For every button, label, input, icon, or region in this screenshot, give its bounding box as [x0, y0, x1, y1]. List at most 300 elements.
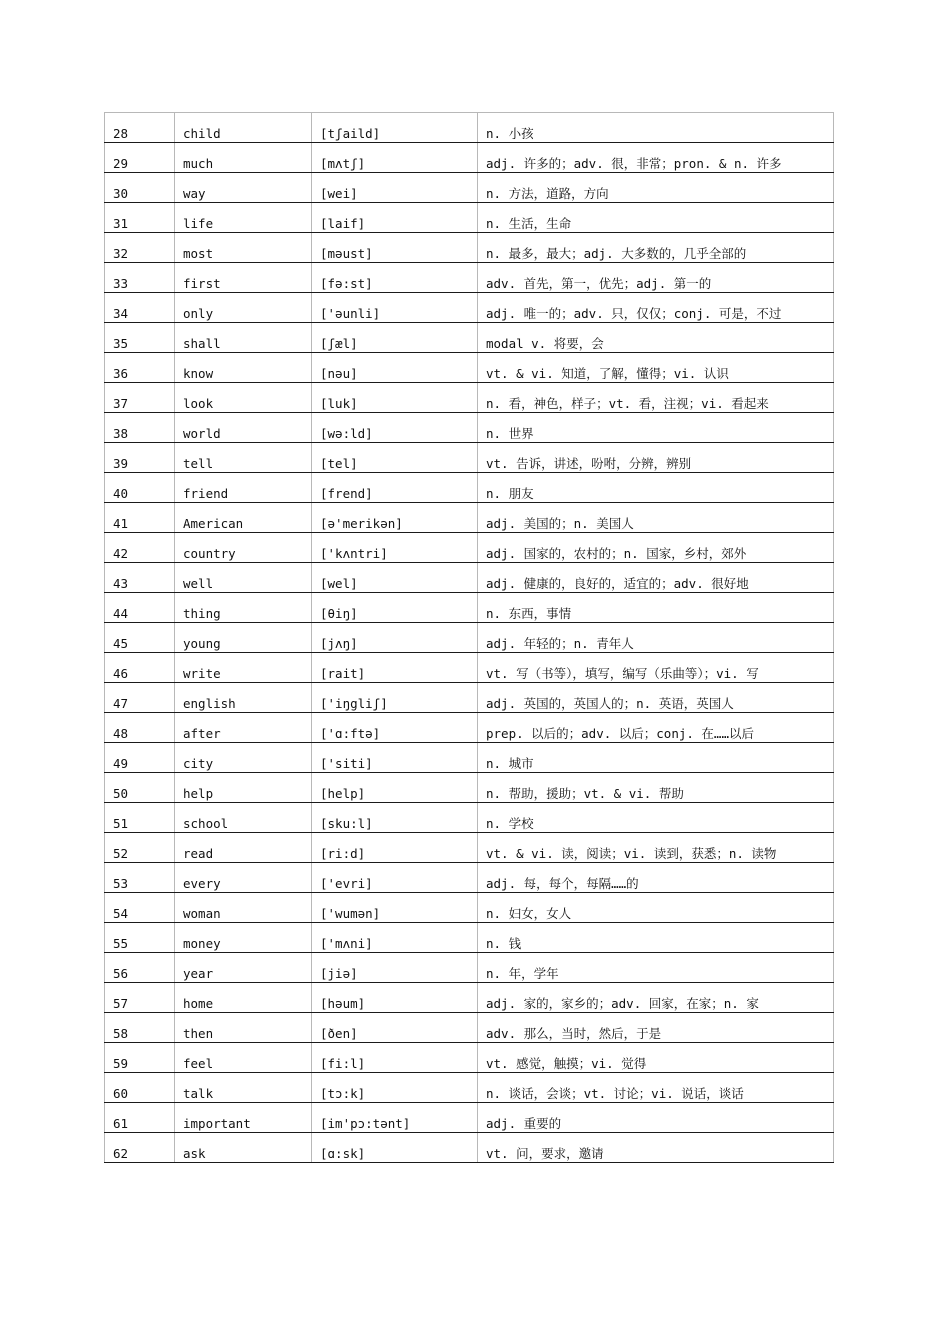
word-cell [175, 833, 312, 863]
meaning-cell [478, 263, 834, 293]
meaning-cell [478, 833, 834, 863]
entry-number-text: 37 [113, 396, 129, 411]
table-row [105, 893, 834, 923]
word-cell [175, 653, 312, 683]
pronunciation-cell [312, 173, 478, 203]
entry-number-cell [105, 413, 175, 443]
meaning-cell [478, 893, 834, 923]
pronunciation-text: ['wumən] [320, 906, 381, 921]
pronunciation-text: ['siti] [320, 756, 373, 771]
entry-number-cell [105, 623, 175, 653]
word-text: year [183, 966, 214, 981]
word-text: young [183, 636, 221, 651]
meaning-cell [478, 863, 834, 893]
meaning-text: vt. & vi. 读，阅读；vi. 读到，获悉；n. 读物 [486, 846, 777, 861]
meaning-cell [478, 323, 834, 353]
meaning-text: adj. 许多的；adv. 很，非常；pron. & n. 许多 [486, 156, 782, 171]
pronunciation-cell [312, 803, 478, 833]
pronunciation-cell [312, 923, 478, 953]
pronunciation-cell [312, 623, 478, 653]
word-cell [175, 743, 312, 773]
pronunciation-text: [fi:l] [320, 1056, 366, 1071]
entry-number-text: 60 [113, 1086, 129, 1101]
meaning-text: n. 学校 [486, 816, 534, 831]
meaning-cell [478, 683, 834, 713]
entry-number-cell [105, 173, 175, 203]
entry-number-cell [105, 263, 175, 293]
pronunciation-text: [wə:ld] [320, 426, 373, 441]
word-cell [175, 953, 312, 983]
entry-number-text: 38 [113, 426, 129, 441]
entry-number-cell [105, 443, 175, 473]
meaning-text: adj. 国家的，农村的；n. 国家，乡村，郊外 [486, 546, 747, 561]
word-text: important [183, 1116, 251, 1131]
table-row [105, 953, 834, 983]
word-text: money [183, 936, 221, 951]
pronunciation-text: [mʌtʃ] [320, 156, 366, 171]
entry-number-cell [105, 593, 175, 623]
meaning-text: n. 钱 [486, 936, 522, 951]
vocabulary-table [104, 112, 834, 1163]
meaning-text: n. 东西，事情 [486, 606, 572, 621]
pronunciation-text: [fə:st] [320, 276, 373, 291]
word-text: life [183, 216, 214, 231]
word-text: ask [183, 1146, 206, 1161]
entry-number-cell [105, 473, 175, 503]
word-cell [175, 113, 312, 143]
entry-number-text: 52 [113, 846, 129, 861]
meaning-text: n. 谈话，会谈；vt. 讨论；vi. 说话，谈话 [486, 1086, 744, 1101]
word-text: school [183, 816, 229, 831]
pronunciation-text: [im'pɔ:tənt] [320, 1116, 411, 1131]
table-row [105, 713, 834, 743]
entry-number-cell [105, 923, 175, 953]
pronunciation-cell [312, 533, 478, 563]
word-text: then [183, 1026, 214, 1041]
pronunciation-cell [312, 473, 478, 503]
table-row [105, 563, 834, 593]
meaning-cell [478, 443, 834, 473]
meaning-cell [478, 623, 834, 653]
meaning-text: n. 妇女，女人 [486, 906, 572, 921]
table-row [105, 323, 834, 353]
pronunciation-cell [312, 953, 478, 983]
word-cell [175, 893, 312, 923]
table-row [105, 533, 834, 563]
pronunciation-cell [312, 143, 478, 173]
entry-number-text: 34 [113, 306, 129, 321]
entry-number-cell [105, 293, 175, 323]
meaning-text: vt. 写（书等），填写，编写（乐曲等）；vi. 写 [486, 666, 759, 681]
pronunciation-cell [312, 773, 478, 803]
entry-number-cell [105, 713, 175, 743]
meaning-text: vt. 问，要求，邀请 [486, 1146, 604, 1161]
entry-number-cell [105, 383, 175, 413]
meaning-cell [478, 233, 834, 263]
table-row [105, 143, 834, 173]
meaning-text: prep. 以后的；adv. 以后；conj. 在……以后 [486, 726, 754, 741]
pronunciation-cell [312, 653, 478, 683]
pronunciation-text: [tʃaild] [320, 126, 381, 141]
pronunciation-cell [312, 833, 478, 863]
word-text: tell [183, 456, 214, 471]
table-row [105, 443, 834, 473]
entry-number-text: 32 [113, 246, 129, 261]
entry-number-cell [105, 533, 175, 563]
meaning-text: n. 生活，生命 [486, 216, 572, 231]
pronunciation-text: ['mʌni] [320, 936, 373, 951]
entry-number-cell [105, 863, 175, 893]
meaning-text: adj. 每，每个，每隔……的 [486, 876, 639, 891]
meaning-text: adv. 那么，当时，然后，于是 [486, 1026, 662, 1041]
pronunciation-cell [312, 233, 478, 263]
word-text: woman [183, 906, 221, 921]
pronunciation-text: [θiŋ] [320, 606, 358, 621]
meaning-cell [478, 1043, 834, 1073]
table-row [105, 263, 834, 293]
table-row [105, 653, 834, 683]
meaning-text: n. 帮助，援助；vt. & vi. 帮助 [486, 786, 684, 801]
meaning-text: adj. 英国的，英国人的；n. 英语，英国人 [486, 696, 734, 711]
entry-number-text: 40 [113, 486, 129, 501]
entry-number-cell [105, 143, 175, 173]
pronunciation-cell [312, 593, 478, 623]
meaning-cell [478, 413, 834, 443]
pronunciation-cell [312, 263, 478, 293]
entry-number-text: 59 [113, 1056, 129, 1071]
entry-number-cell [105, 353, 175, 383]
word-cell [175, 203, 312, 233]
word-text: American [183, 516, 244, 531]
entry-number-text: 30 [113, 186, 129, 201]
meaning-text: adj. 家的，家乡的；adv. 回家，在家；n. 家 [486, 996, 759, 1011]
entry-number-cell [105, 1073, 175, 1103]
word-text: friend [183, 486, 229, 501]
table-row [105, 923, 834, 953]
meaning-text: adj. 美国的；n. 美国人 [486, 516, 634, 531]
entry-number-text: 46 [113, 666, 129, 681]
pronunciation-text: [ðen] [320, 1026, 358, 1041]
word-cell [175, 623, 312, 653]
meaning-cell [478, 923, 834, 953]
table-row [105, 413, 834, 443]
word-text: thing [183, 606, 221, 621]
entry-number-cell [105, 1043, 175, 1073]
meaning-cell [478, 353, 834, 383]
table-row [105, 773, 834, 803]
pronunciation-text: ['kʌntri] [320, 546, 388, 561]
pronunciation-text: [laif] [320, 216, 366, 231]
entry-number-cell [105, 953, 175, 983]
pronunciation-text: [luk] [320, 396, 358, 411]
table-row [105, 173, 834, 203]
table-row [105, 353, 834, 383]
meaning-text: adj. 健康的，良好的，适宜的；adv. 很好地 [486, 576, 749, 591]
pronunciation-text: ['evri] [320, 876, 373, 891]
meaning-text: adj. 唯一的；adv. 只，仅仅；conj. 可是，不过 [486, 306, 782, 321]
word-cell [175, 1103, 312, 1133]
pronunciation-cell [312, 293, 478, 323]
table-row [105, 1043, 834, 1073]
meaning-cell [478, 773, 834, 803]
word-text: shall [183, 336, 221, 351]
table-row [105, 293, 834, 323]
entry-number-text: 43 [113, 576, 129, 591]
table-row [105, 1073, 834, 1103]
entry-number-text: 31 [113, 216, 129, 231]
entry-number-cell [105, 1133, 175, 1163]
pronunciation-text: [wel] [320, 576, 358, 591]
pronunciation-cell [312, 983, 478, 1013]
meaning-cell [478, 803, 834, 833]
word-text: look [183, 396, 214, 411]
word-cell [175, 1073, 312, 1103]
entry-number-text: 28 [113, 126, 129, 141]
word-text: well [183, 576, 214, 591]
table-row [105, 1103, 834, 1133]
entry-number-text: 54 [113, 906, 129, 921]
pronunciation-cell [312, 503, 478, 533]
pronunciation-text: [məust] [320, 246, 373, 261]
entry-number-text: 33 [113, 276, 129, 291]
word-cell [175, 863, 312, 893]
pronunciation-text: [tɔ:k] [320, 1086, 366, 1101]
word-cell [175, 1043, 312, 1073]
entry-number-text: 39 [113, 456, 129, 471]
meaning-text: n. 看，神色，样子；vt. 看，注视；vi. 看起来 [486, 396, 769, 411]
meaning-cell [478, 713, 834, 743]
pronunciation-text: ['ɑ:ftə] [320, 726, 381, 741]
entry-number-cell [105, 893, 175, 923]
meaning-text: n. 城市 [486, 756, 534, 771]
entry-number-text: 50 [113, 786, 129, 801]
pronunciation-text: [ʃæl] [320, 336, 358, 351]
word-text: most [183, 246, 214, 261]
word-text: know [183, 366, 214, 381]
word-cell [175, 503, 312, 533]
meaning-text: adv. 首先，第一，优先；adj. 第一的 [486, 276, 712, 291]
word-text: write [183, 666, 221, 681]
word-text: talk [183, 1086, 214, 1101]
table-row [105, 473, 834, 503]
table-row [105, 593, 834, 623]
pronunciation-text: [help] [320, 786, 366, 801]
pronunciation-text: [jʌŋ] [320, 636, 358, 651]
table-row [105, 863, 834, 893]
entry-number-cell [105, 1103, 175, 1133]
entry-number-text: 44 [113, 606, 129, 621]
meaning-cell [478, 203, 834, 233]
entry-number-text: 55 [113, 936, 129, 951]
entry-number-text: 45 [113, 636, 129, 651]
word-cell [175, 443, 312, 473]
pronunciation-cell [312, 893, 478, 923]
entry-number-text: 61 [113, 1116, 129, 1131]
table-row [105, 233, 834, 263]
word-cell [175, 1133, 312, 1163]
table-row [105, 1133, 834, 1163]
word-cell [175, 293, 312, 323]
entry-number-cell [105, 833, 175, 863]
word-text: feel [183, 1056, 214, 1071]
meaning-cell [478, 113, 834, 143]
pronunciation-cell [312, 1043, 478, 1073]
pronunciation-cell [312, 203, 478, 233]
pronunciation-cell [312, 743, 478, 773]
meaning-cell [478, 293, 834, 323]
table-row [105, 803, 834, 833]
pronunciation-cell [312, 353, 478, 383]
pronunciation-text: [tel] [320, 456, 358, 471]
word-text: much [183, 156, 214, 171]
table-row [105, 503, 834, 533]
table-row [105, 113, 834, 143]
entry-number-text: 58 [113, 1026, 129, 1041]
entry-number-text: 36 [113, 366, 129, 381]
word-text: after [183, 726, 221, 741]
table-row [105, 683, 834, 713]
table-row [105, 203, 834, 233]
entry-number-cell [105, 1013, 175, 1043]
entry-number-cell [105, 563, 175, 593]
pronunciation-cell [312, 383, 478, 413]
meaning-text: adj. 年轻的；n. 青年人 [486, 636, 634, 651]
table-row [105, 383, 834, 413]
entry-number-cell [105, 503, 175, 533]
pronunciation-text: [sku:l] [320, 816, 373, 831]
meaning-text: n. 朋友 [486, 486, 534, 501]
meaning-cell [478, 173, 834, 203]
word-cell [175, 173, 312, 203]
word-cell [175, 143, 312, 173]
table-row [105, 983, 834, 1013]
word-text: every [183, 876, 221, 891]
pronunciation-cell [312, 683, 478, 713]
meaning-text: modal v. 将要，会 [486, 336, 604, 351]
word-cell [175, 1013, 312, 1043]
word-cell [175, 983, 312, 1013]
meaning-text: vt. & vi. 知道，了解，懂得；vi. 认识 [486, 366, 729, 381]
meaning-cell [478, 383, 834, 413]
meaning-text: n. 世界 [486, 426, 534, 441]
meaning-text: vt. 告诉，讲述，吩咐，分辨，辨别 [486, 456, 692, 471]
entry-number-text: 42 [113, 546, 129, 561]
entry-number-cell [105, 683, 175, 713]
entry-number-cell [105, 113, 175, 143]
pronunciation-cell [312, 1133, 478, 1163]
word-cell [175, 233, 312, 263]
entry-number-cell [105, 653, 175, 683]
pronunciation-cell [312, 1103, 478, 1133]
pronunciation-text: [ɑ:sk] [320, 1146, 366, 1161]
word-cell [175, 353, 312, 383]
word-cell [175, 713, 312, 743]
table-row [105, 743, 834, 773]
meaning-cell [478, 473, 834, 503]
meaning-cell [478, 653, 834, 683]
meaning-cell [478, 503, 834, 533]
pronunciation-cell [312, 413, 478, 443]
pronunciation-cell [312, 713, 478, 743]
entry-number-text: 47 [113, 696, 129, 711]
word-cell [175, 563, 312, 593]
pronunciation-text: [ri:d] [320, 846, 366, 861]
meaning-cell [478, 743, 834, 773]
meaning-cell [478, 143, 834, 173]
pronunciation-text: [rait] [320, 666, 366, 681]
meaning-text: n. 方法，道路，方向 [486, 186, 609, 201]
pronunciation-text: [frend] [320, 486, 373, 501]
word-cell [175, 323, 312, 353]
meaning-cell [478, 983, 834, 1013]
word-cell [175, 533, 312, 563]
entry-number-text: 62 [113, 1146, 129, 1161]
entry-number-cell [105, 233, 175, 263]
entry-number-text: 48 [113, 726, 129, 741]
entry-number-cell [105, 983, 175, 1013]
word-cell [175, 773, 312, 803]
table-row [105, 1013, 834, 1043]
word-text: country [183, 546, 236, 561]
meaning-text: n. 最多，最大；adj. 大多数的，几乎全部的 [486, 246, 747, 261]
pronunciation-text: [jiə] [320, 966, 358, 981]
entry-number-text: 51 [113, 816, 129, 831]
meaning-cell [478, 953, 834, 983]
table-row [105, 833, 834, 863]
pronunciation-text: [wei] [320, 186, 358, 201]
word-cell [175, 383, 312, 413]
word-cell [175, 683, 312, 713]
pronunciation-cell [312, 563, 478, 593]
meaning-cell [478, 1013, 834, 1043]
word-cell [175, 263, 312, 293]
word-cell [175, 803, 312, 833]
word-text: help [183, 786, 214, 801]
pronunciation-cell [312, 1073, 478, 1103]
word-text: only [183, 306, 214, 321]
entry-number-cell [105, 203, 175, 233]
entry-number-text: 41 [113, 516, 129, 531]
pronunciation-cell [312, 1013, 478, 1043]
entry-number-text: 35 [113, 336, 129, 351]
entry-number-text: 29 [113, 156, 129, 171]
entry-number-cell [105, 773, 175, 803]
table-row [105, 623, 834, 653]
word-cell [175, 593, 312, 623]
meaning-text: n. 小孩 [486, 126, 534, 141]
meaning-cell [478, 1103, 834, 1133]
meaning-text: n. 年，学年 [486, 966, 559, 981]
meaning-cell [478, 563, 834, 593]
vocabulary-table-body [105, 113, 834, 1163]
word-text: world [183, 426, 221, 441]
entry-number-text: 56 [113, 966, 129, 981]
word-text: english [183, 696, 236, 711]
meaning-cell [478, 593, 834, 623]
pronunciation-text: ['iŋgliʃ] [320, 696, 388, 711]
word-text: child [183, 126, 221, 141]
word-text: way [183, 186, 206, 201]
pronunciation-text: [nəu] [320, 366, 358, 381]
entry-number-text: 53 [113, 876, 129, 891]
word-cell [175, 473, 312, 503]
meaning-text: vt. 感觉，触摸；vi. 觉得 [486, 1056, 647, 1071]
word-text: city [183, 756, 214, 771]
entry-number-cell [105, 803, 175, 833]
entry-number-cell [105, 323, 175, 353]
word-text: home [183, 996, 214, 1011]
entry-number-text: 49 [113, 756, 129, 771]
